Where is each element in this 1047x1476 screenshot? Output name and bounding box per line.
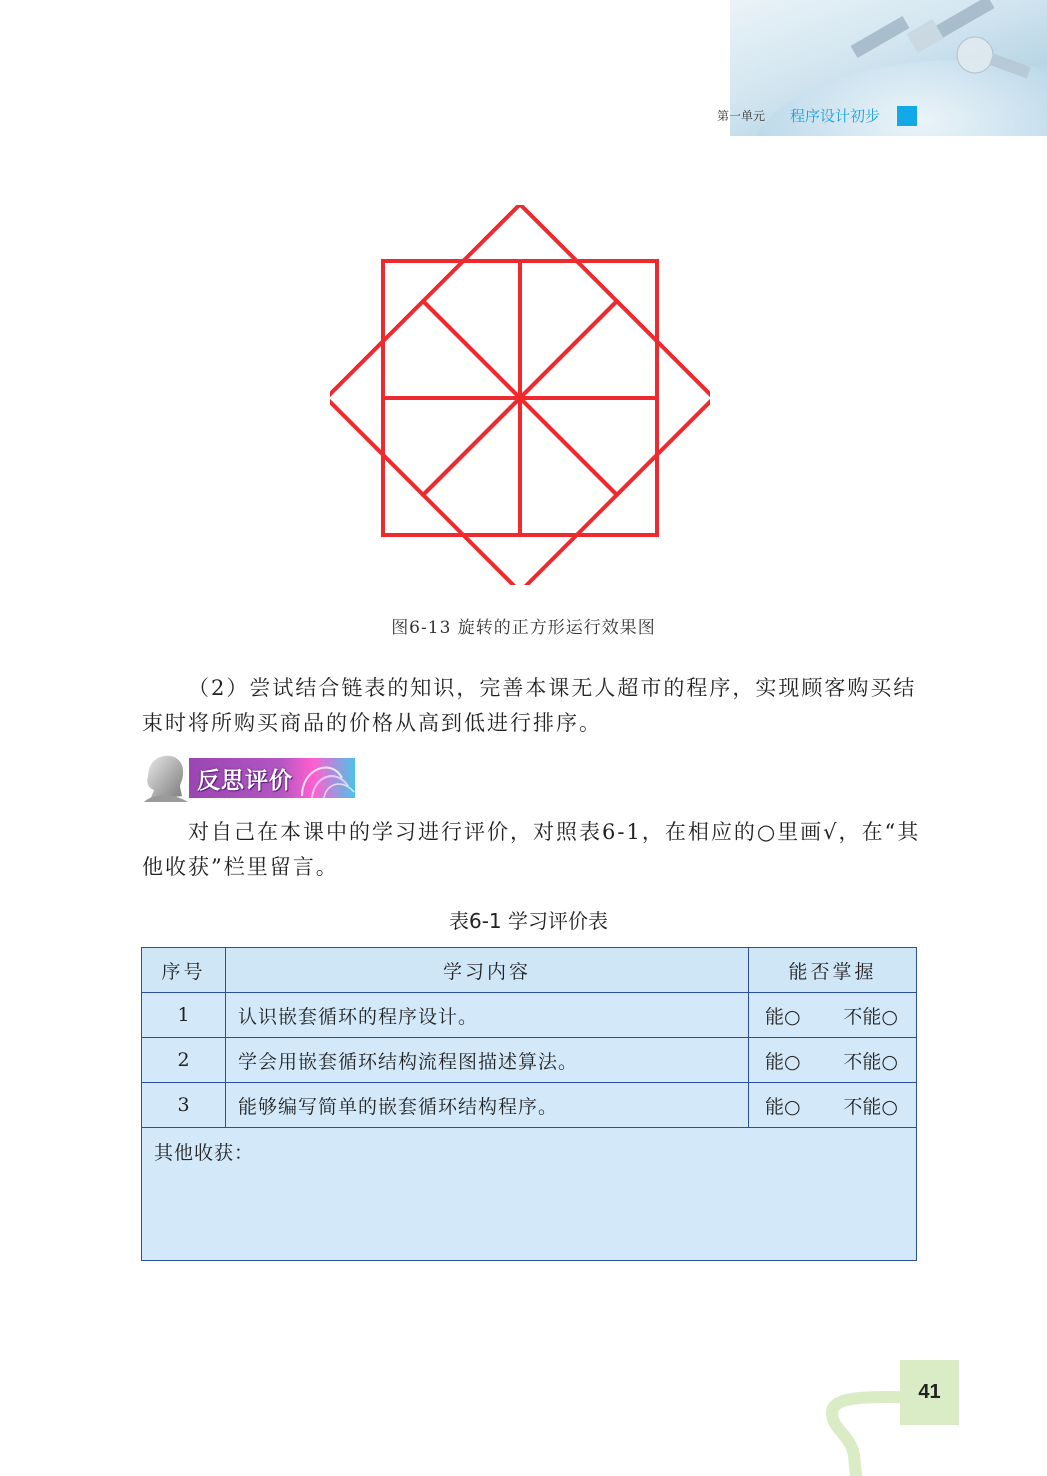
table-row <box>142 993 917 1038</box>
row-content: 能够编写简单的嵌套循环结构程序。 <box>226 1083 749 1128</box>
other-gains-label: 其他收获： <box>154 1142 255 1164</box>
yes-circle-option[interactable]: 能○ <box>765 1050 801 1073</box>
row-mastery <box>749 1083 917 1128</box>
page-curl-decoration-icon <box>820 1385 910 1476</box>
no-circle-option[interactable]: 不能○ <box>843 1050 898 1073</box>
thinker-head-icon <box>142 752 190 802</box>
row-no: 3 <box>142 1083 226 1128</box>
unit-title: 程序设计初步 <box>790 107 881 125</box>
reflection-paragraph: 对自己在本课中的学习进行评价，对照表6-1，在相应的○里画√，在“其他收获”栏里留言。 <box>142 820 921 879</box>
unit-label: 第一单元 <box>717 109 766 123</box>
row-no: 2 <box>142 1038 226 1083</box>
row-mastery <box>749 1038 917 1083</box>
row-mastery <box>749 993 917 1038</box>
no-circle-option[interactable]: 不能○ <box>843 1005 898 1028</box>
table-title: 表6-1 学习评价表 <box>448 909 609 933</box>
row-content: 学会用嵌套循环结构流程图描述算法。 <box>226 1038 749 1083</box>
other-gains-field[interactable] <box>142 1128 917 1261</box>
table-header-row <box>142 948 917 993</box>
row-no: 1 <box>142 993 226 1038</box>
row-content: 认识嵌套循环的程序设计。 <box>226 993 749 1038</box>
no-circle-option[interactable]: 不能○ <box>843 1095 898 1118</box>
section-badge-label: 反思评价 <box>197 767 293 794</box>
figure-caption: 图6-13 旋转的正方形运行效果图 <box>391 618 656 638</box>
yes-circle-option[interactable]: 能○ <box>765 1095 801 1118</box>
header-banner <box>730 0 1047 136</box>
evaluation-table <box>141 947 917 1261</box>
rotating-squares-figure <box>330 205 710 585</box>
other-gains-row <box>142 1128 917 1261</box>
page-number: 41 <box>900 1360 959 1425</box>
header-content: 学习内容 <box>226 948 749 993</box>
header-no: 序号 <box>142 948 226 993</box>
satellite-icon <box>840 0 1040 110</box>
header-mastery: 能否掌握 <box>749 948 917 993</box>
swirl-decoration-icon <box>292 758 356 798</box>
yes-circle-option[interactable]: 能○ <box>765 1005 801 1028</box>
section-badge <box>142 752 362 802</box>
table-row <box>142 1038 917 1083</box>
unit-marker <box>897 106 917 126</box>
task-paragraph: （2）尝试结合链表的知识，完善本课无人超市的程序，实现顾客购买结束时将所购买商品的价格从高到低进行排序。 <box>142 676 917 735</box>
table-row <box>142 1083 917 1128</box>
